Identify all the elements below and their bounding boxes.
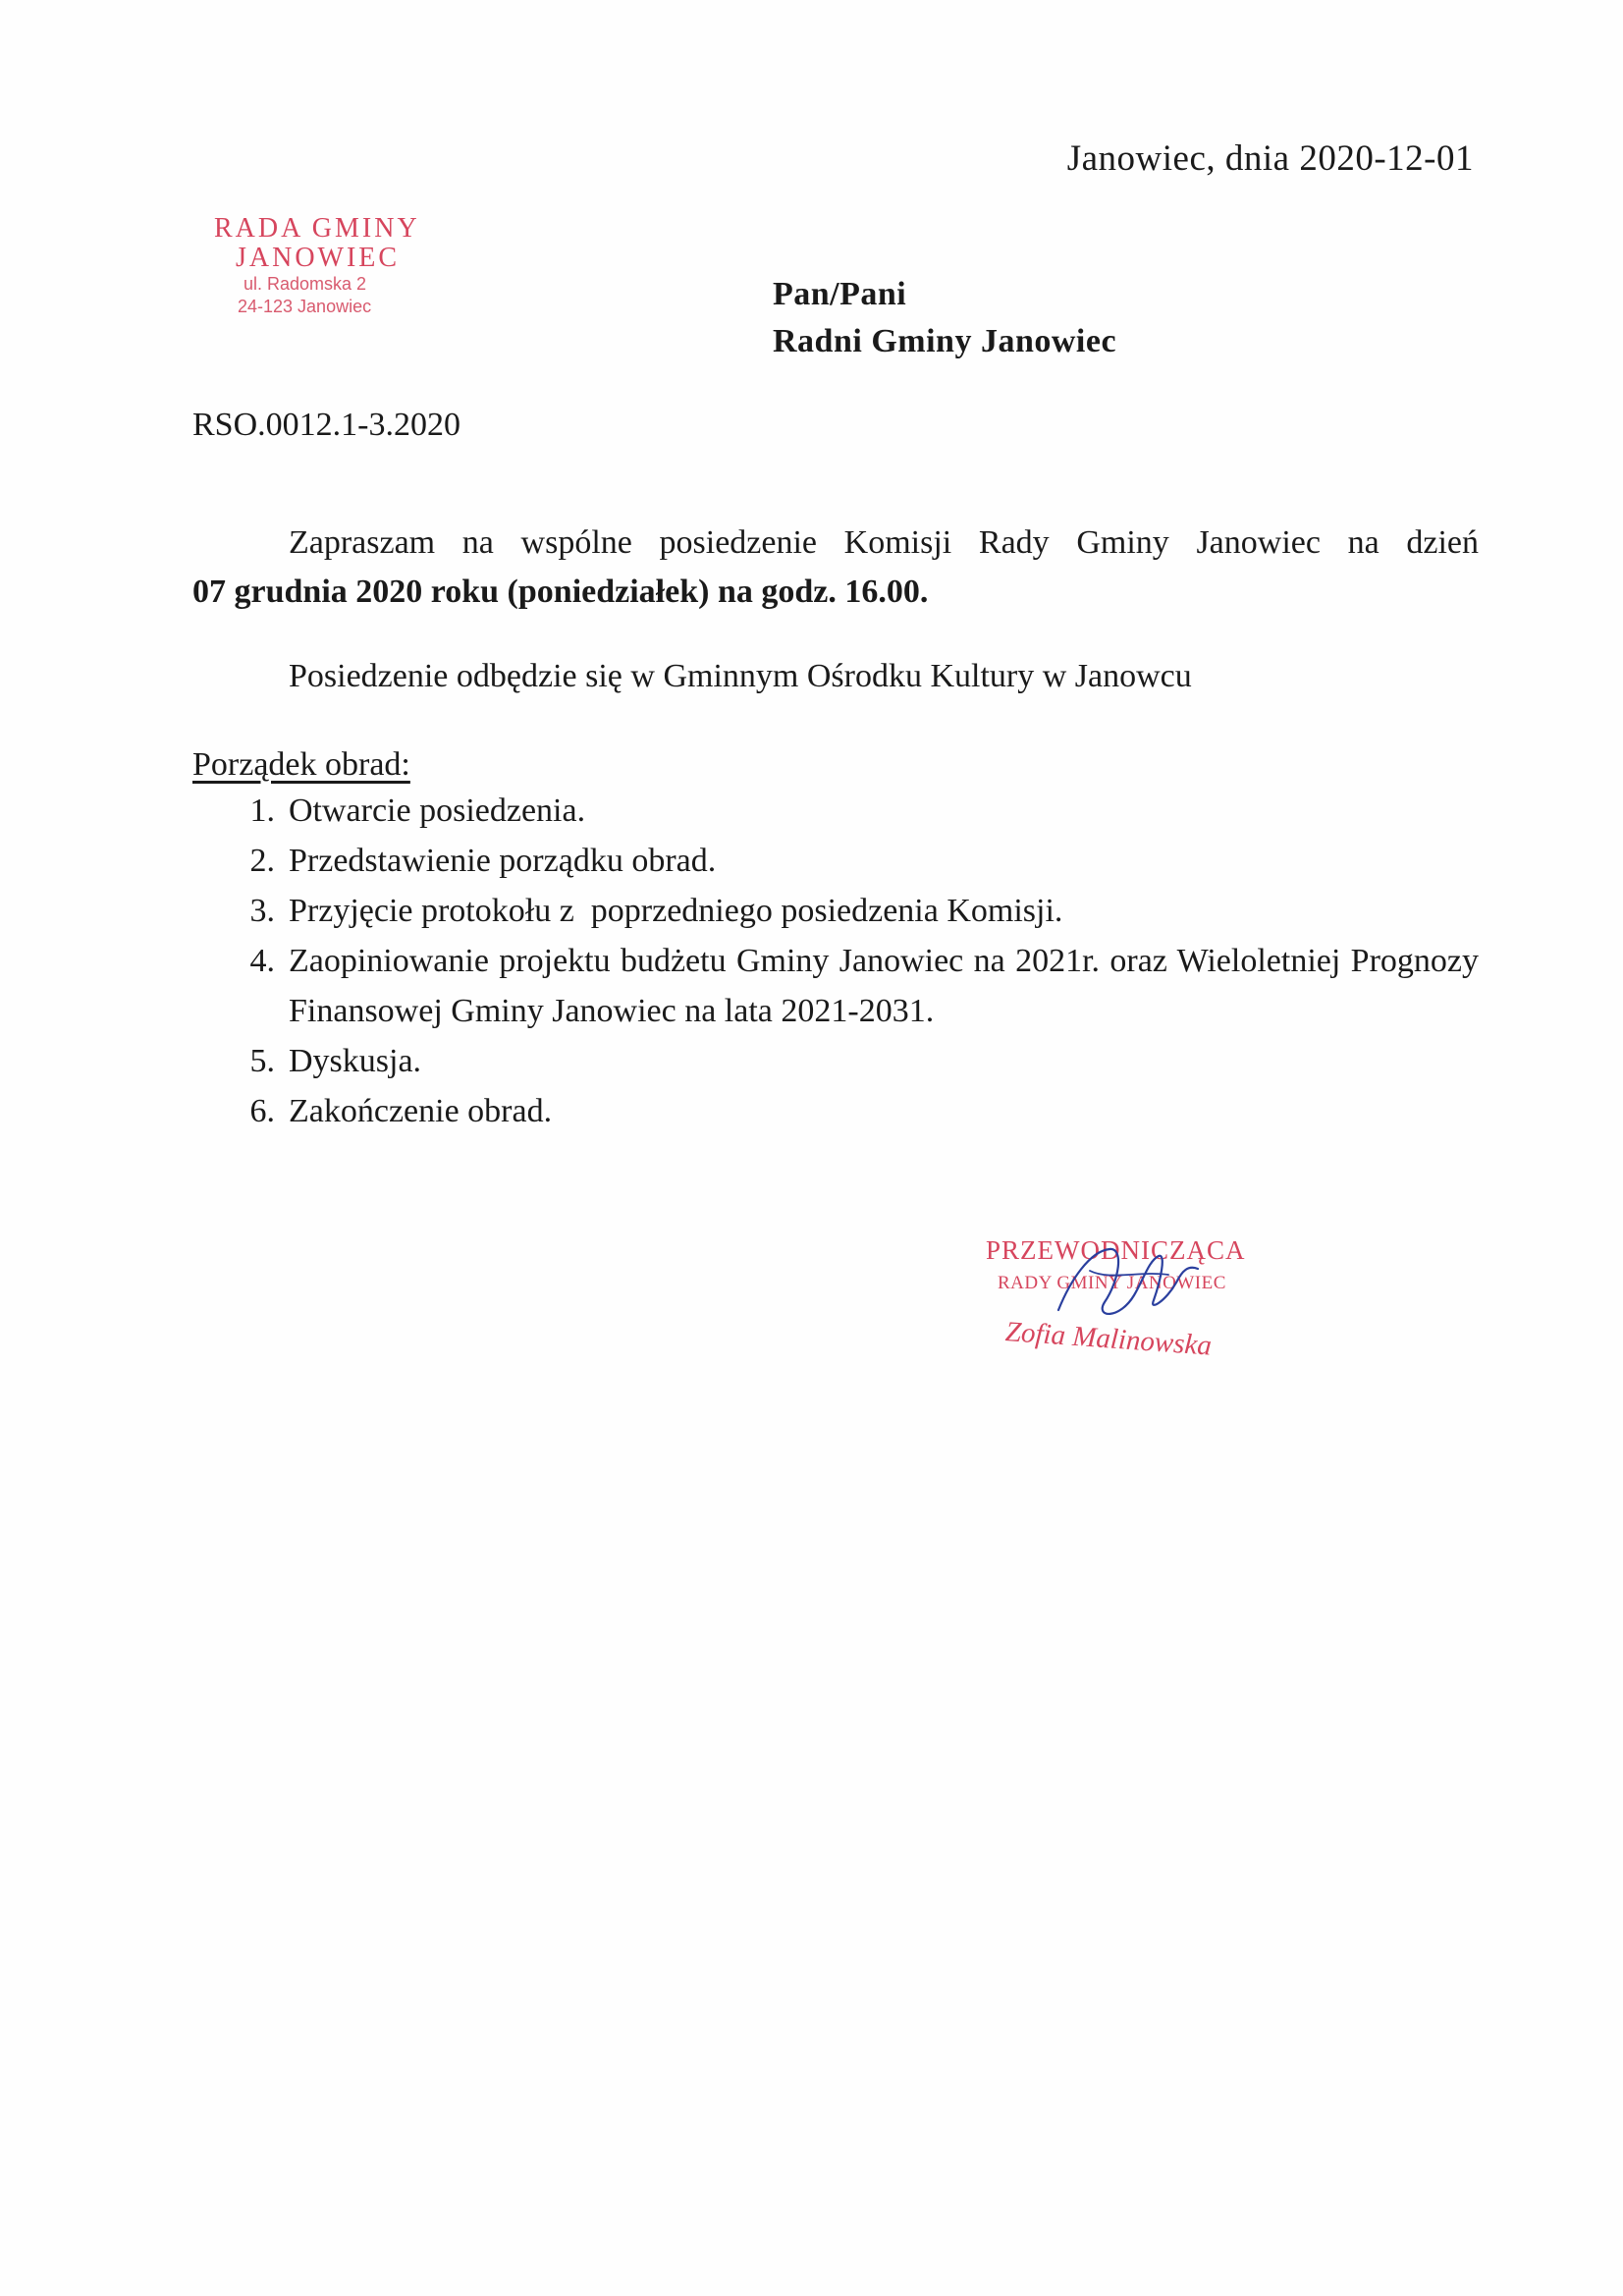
agenda-item [192, 1036, 1479, 1086]
signature-stamp-title: PRZEWODNICZĄCA [986, 1235, 1246, 1265]
agenda-item-number: 6. [249, 1093, 275, 1129]
agenda-list [192, 786, 1479, 1136]
recipient-line-1: Pan/Pani [773, 276, 907, 312]
agenda-item-number: 1. [249, 793, 275, 829]
stamp-line-1: RADA GMINY [214, 213, 420, 244]
stamp-address: ul. Radomska 2 [243, 274, 367, 294]
agenda-item-text: Dyskusja. [289, 1043, 422, 1079]
council-stamp [214, 214, 420, 318]
invitation-paragraph [192, 519, 1479, 617]
agenda-item-text: Zaopiniowanie projektu budżetu Gminy Janowiec na 2021r. oraz Wieloletniej Prognozy Finansowej Gminy Janowiec na lata 2021-2031. [289, 943, 1479, 1029]
agenda-item [192, 786, 1479, 836]
stamp-line-2: JANOWIEC [236, 243, 401, 273]
signature-stamp-org: RADY GMINY JANOWIEC [998, 1273, 1226, 1293]
recipient-line-2: Radni Gminy Janowiec [773, 323, 1117, 359]
handwritten-signature-icon [1051, 1241, 1208, 1330]
stamp-postal: 24-123 Janowiec [238, 297, 372, 316]
document-date: Janowiec, dnia 2020-12-01 [1066, 138, 1474, 179]
agenda-item-number: 3. [249, 893, 275, 929]
agenda-item-number: 2. [249, 843, 275, 879]
agenda-item-text: Otwarcie posiedzenia. [289, 793, 586, 829]
recipient-block [773, 271, 1116, 365]
signature-stamp-name: Zofia Malinowska [1003, 1316, 1213, 1362]
agenda-item-number: 4. [249, 943, 275, 979]
agenda-item [192, 886, 1479, 936]
agenda-item-text: Zakończenie obrad. [289, 1093, 553, 1129]
agenda-item-text: Przyjęcie protokołu z poprzedniego posiedzenia Komisji. [289, 893, 1063, 929]
invitation-line-2: 07 grudnia 2020 roku (poniedziałek) na godz. 16.00. [192, 574, 929, 610]
meeting-location: Posiedzenie odbędzie się w Gminnym Ośrodku Kultury w Janowcu [289, 658, 1192, 694]
agenda-item-number: 5. [249, 1043, 275, 1079]
invitation-line-1: Zapraszam na wspólne posiedzenie Komisji Rady Gminy Janowiec na dzień [289, 524, 1479, 561]
reference-number: RSO.0012.1-3.2020 [192, 407, 460, 443]
agenda-item [192, 836, 1479, 886]
agenda-item [192, 1086, 1479, 1136]
agenda-item-text: Przedstawienie porządku obrad. [289, 843, 717, 879]
chairperson-signature-stamp [982, 1235, 1276, 1373]
agenda-item [192, 936, 1479, 1036]
agenda-title: Porządek obrad: [192, 746, 410, 783]
